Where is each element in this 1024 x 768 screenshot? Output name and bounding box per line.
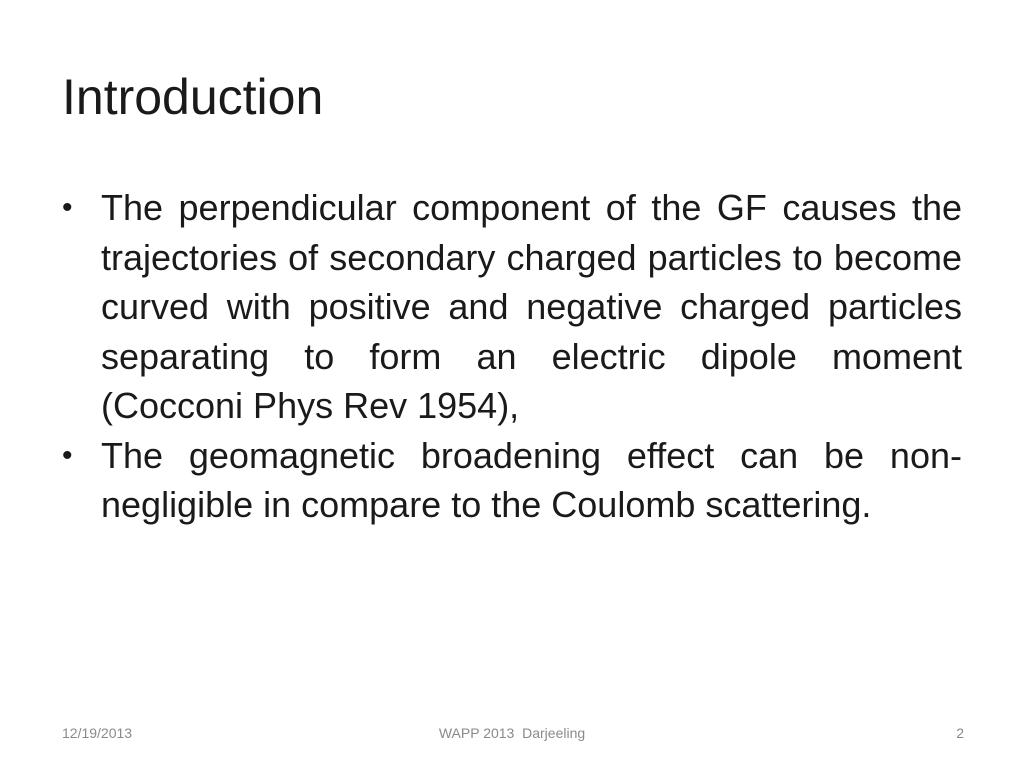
bullet-dot-icon: • [62,438,73,472]
bullet-text: The geomagnetic broadening effect can be non-negligible in compare to the Coulomb scattering. [101,434,962,525]
bullet-dot-icon: • [62,191,73,224]
footer-page-number: 2 [956,725,964,741]
slide-title: Introduction [62,69,324,125]
bullet-text: The perpendicular component of the GF causes the trajectories of secondary charged particles to become curved with positive and negative charged particles separating to form an electric dipole moment (Cocconi Phys Rev 1954), [101,187,962,426]
footer-date: 12/19/2013 [62,725,133,741]
bullet-item [62,431,962,530]
bullet-list [62,183,962,530]
footer-event: WAPP 2013 Darjeeling [438,725,586,741]
bullet-item [62,183,962,431]
